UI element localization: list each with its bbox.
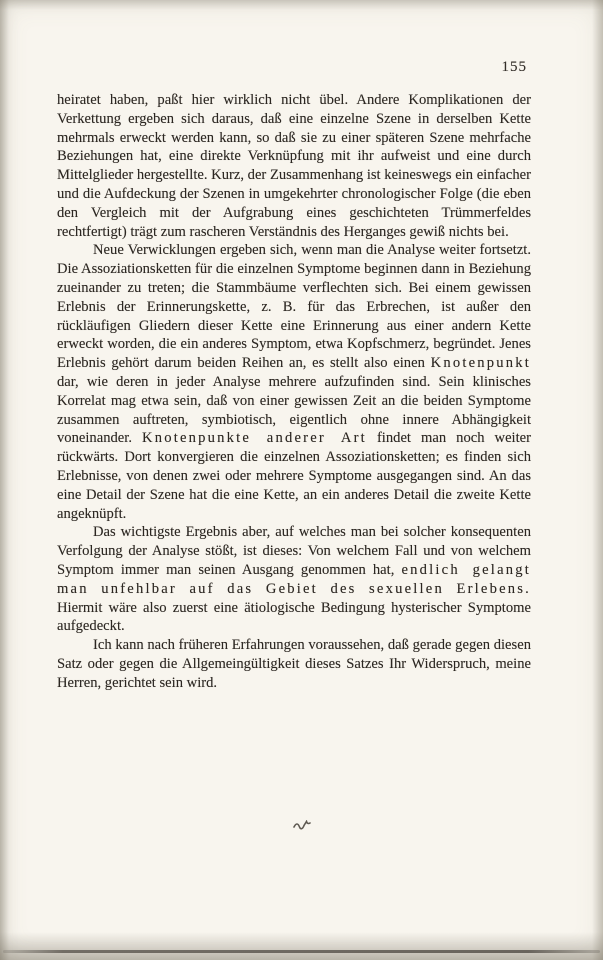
paragraph — [57, 241, 531, 523]
body-text: findet man noch weiter rückwärts. Dort konvergieren die einzelnen Assoziationsketten; es finden sich Erlebnisse, von denen zwei oder mehrere Symptome ausgegangen sind. An das eine Detail der Szene hat die eine Kette, an ein anderes Detail die zweite Kette angeknüpft. — [57, 430, 532, 522]
body-text: Hiermit wäre also zuerst eine ätiologische Bedingung hysterischer Symptome aufgedeckt. — [57, 599, 531, 635]
emphasized-text: endlich gelangt man unfehlbar auf das Gebiet des sexuellen Erlebens. — [57, 561, 531, 597]
page-edge-top-shadow — [0, 0, 603, 10]
paragraph — [57, 523, 531, 636]
body-text: heiratet haben, paßt hier wirklich nicht übel. Andere Komplikationen der Verkettung ergeben sich daraus, daß eine einzelne Szene in derselben Kette mehrmals erweckt werden kann, so daß sie zu einer späteren Szene mehrfache Beziehungen hat, eine direkte Verknüpfung mit ihr aufweist und eine durch Mittelglieder hergestellte. Kurz, der Zusammenhang ist keineswegs ein einfacher und die Aufdeckung der Szenen in umgekehrter chronologischer Folge (die eben den Vergleich mit der Aufgrabung eines geschichteten Trümmerfeldes rechtfertigt) trägt zum rascheren Verständnis des Herganges gewiß nichts bei. — [57, 92, 531, 240]
ink-mark — [293, 820, 311, 832]
page-bottom-edge-line — [3, 950, 600, 953]
emphasized-text: Knotenpunkte anderer Art — [142, 430, 367, 447]
paragraph — [57, 91, 531, 241]
body-text: dar, wie deren in jeder Analyse mehrere aufzufinden sind. Sein klinisches Korrelat mag etwa sein, daß von einer gewissen Zeit an die beiden Symptome zusammen auftreten, symbiotisch, eigentlich ohne innere Abhängigkeit voneinander. — [57, 373, 531, 447]
page-edge-bottom-shadow — [0, 932, 603, 960]
body-text: Das wichtigste Ergebnis aber, auf welches man bei solcher konsequenten Verfolgung der Analyse stößt, ist dieses: Von welchem Fall und von welchem Symptom immer man seinen Ausgang genommen hat, — [57, 524, 531, 578]
body-text: Ich kann nach früheren Erfahrungen voraussehen, daß gerade gegen diesen Satz oder gegen die Allgemeingültigkeit dieses Satzes Ihr Widerspruch, meine Herren, gerichtet sein wird. — [57, 637, 531, 691]
page-edge-right-shadow — [592, 0, 603, 960]
page-number: 155 — [501, 59, 527, 75]
paragraph — [57, 636, 531, 692]
page-edge-left-shadow — [0, 0, 9, 960]
text-block — [57, 91, 531, 693]
emphasized-text: Knotenpunkt — [430, 355, 531, 372]
body-text: Neue Verwicklungen ergeben sich, wenn man die Analyse weiter fortsetzt. Die Assoziationsketten für die einzelnen Symptome beginnen dann in Beziehung zueinander zu treten; die Stammbäume verflechten sich. Bei einem gewissen Erlebnis der Erinnerungskette, z. B. für das Erbrechen, ist außer den rückläufigen Gliedern dieser Kette eine Erinnerung aus einer andern Kette erweckt worden, die ein anderes Symptom, etwa Kopfschmerz, begründet. Jenes Erlebnis gehört darum beiden Reihen an, es stellt also einen — [57, 242, 531, 372]
